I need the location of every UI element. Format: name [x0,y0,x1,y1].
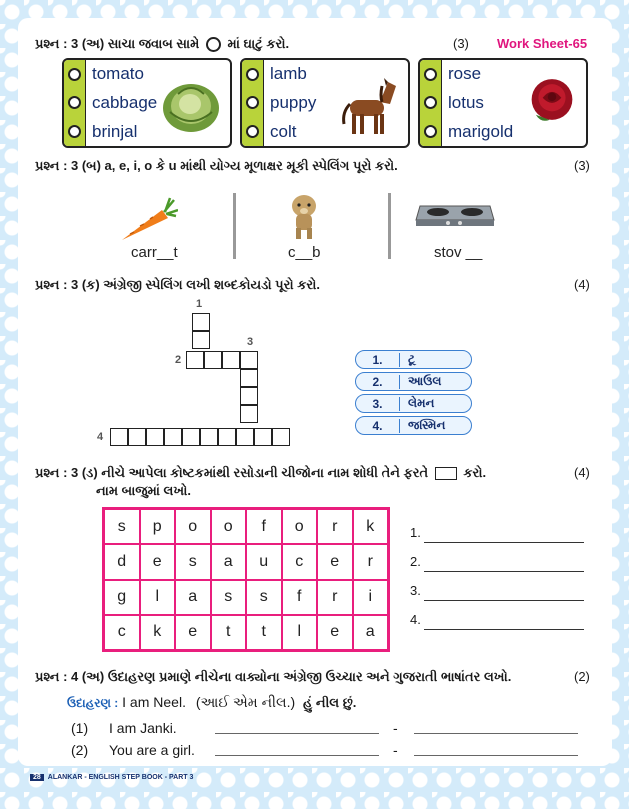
grid-letter[interactable]: s [246,580,282,615]
answer-number: 3. [410,583,421,598]
example-english: I am Neel. [122,694,186,710]
q3b-marks: (3) [574,158,590,173]
q3a-group-2 [240,58,410,148]
crossword-number: 3 [247,336,254,348]
example-pronunciation: (આઈ એમ નીલ.) [195,694,296,710]
grid-letter[interactable]: l [140,580,176,615]
grid-letter[interactable]: a [211,544,247,579]
radio-lamb[interactable] [246,68,259,81]
divider [388,193,391,259]
q3d-prompt [35,465,486,481]
q3a-prefix: પ્રશ્ન : 3 (અ) સાચા જવાબ સામે [35,36,200,51]
option-brinjal: brinjal [92,121,138,141]
crossword-cell[interactable] [240,351,258,369]
radio-colt[interactable] [246,125,259,138]
clue-2 [355,372,472,391]
q4a-dash: - [393,742,398,758]
clue-text: લેમન [408,396,435,410]
radio-cabbage[interactable] [68,96,81,109]
grid-letter[interactable]: f [282,580,318,615]
option-puppy: puppy [270,92,317,112]
grid-letter[interactable]: k [353,509,389,544]
option-cabbage: cabbage [92,92,158,112]
answer-number: 1. [410,525,421,540]
option-lotus: lotus [448,92,484,112]
lion-cub-icon [284,192,324,240]
q3b-prompt: પ્રશ્ન : 3 (બ) a, e, i, o કે u માંથી યોગ્ય મૂળાક્ષર મૂકી સ્પેલિંગ પૂરો કરો. [35,158,398,173]
answer-line[interactable] [424,571,584,572]
crossword-cell[interactable] [146,428,164,446]
answer-line[interactable] [424,542,584,543]
crossword-cell[interactable] [218,428,236,446]
option-marigold: marigold [448,121,514,141]
grid-letter[interactable]: s [175,544,211,579]
clue-number: 4. [356,419,400,433]
grid-letter[interactable]: d [104,544,140,579]
grid-letter[interactable]: p [140,509,176,544]
q4a-example [67,694,356,711]
crossword-cell[interactable] [254,428,272,446]
crossword-cell[interactable] [200,428,218,446]
option-tomato: tomato [92,64,144,84]
grid-letter[interactable]: r [353,544,389,579]
grid-letter[interactable]: s [211,580,247,615]
clue-3 [355,394,472,413]
word-search-grid [102,507,390,652]
q4a-item-number: (1) [71,720,89,736]
grid-letter[interactable]: r [317,509,353,544]
grid-letter[interactable]: o [175,509,211,544]
q4a-prompt: પ્રશ્ન : 4 (અ) ઉદાહરણ પ્રમાણે નીચેના વાક્યોના અંગ્રેજી ઉચ્ચાર અને ગુજરાતી ભાષાંતર લખો. [35,669,512,684]
q4a-dash: - [393,720,398,736]
crossword-cell[interactable] [272,428,290,446]
crossword-cell[interactable] [236,428,254,446]
crossword-number: 4 [97,431,104,443]
crossword-cell[interactable] [222,351,240,369]
q3a-group-1 [62,58,232,148]
rectangle-symbol-icon [435,467,457,480]
clue-number: 3. [356,397,400,411]
answer-line[interactable] [414,755,578,756]
radio-strip [64,60,86,146]
crossword-cell[interactable] [164,428,182,446]
example-label: ઉદાહરણ : [67,696,119,710]
crossword-cell[interactable] [186,351,204,369]
radio-rose[interactable] [424,68,437,81]
grid-letter[interactable]: c [104,615,140,650]
grid-letter[interactable]: l [282,615,318,650]
grid-letter[interactable]: s [104,509,140,544]
q3a-suffix: માં ઘાટું કરો. [227,36,290,51]
grid-letter[interactable]: i [353,580,389,615]
q3a-marks: (3) [453,36,469,51]
crossword-cell[interactable] [240,405,258,423]
crossword-cell[interactable] [240,387,258,405]
divider [233,193,236,259]
grid-letter[interactable]: o [211,509,247,544]
crossword-cell[interactable] [128,428,146,446]
grid-letter[interactable]: e [317,544,353,579]
radio-tomato[interactable] [68,68,81,81]
word-stove: stov __ [434,244,483,261]
grid-letter[interactable]: r [317,580,353,615]
grid-letter[interactable]: g [104,580,140,615]
grid-letter[interactable]: c [282,544,318,579]
grid-letter[interactable]: f [246,509,282,544]
q4a-item-text: You are a girl. [109,742,195,758]
crossword-number: 2 [175,354,182,366]
radio-strip [242,60,264,146]
radio-brinjal[interactable] [68,125,81,138]
radio-strip [420,60,442,146]
answer-line[interactable] [424,629,584,630]
clue-number: 2. [356,375,400,389]
crossword-cell[interactable] [192,313,210,331]
q3d-text-b: કરો. [463,465,487,480]
page-footer [30,771,193,783]
option-lamb: lamb [270,64,307,84]
radio-puppy[interactable] [246,96,259,109]
crossword-cell[interactable] [240,369,258,387]
grid-letter[interactable]: k [140,615,176,650]
q3d-prompt-line2: નામ બાજુમાં લખો. [96,483,191,498]
clue-1 [355,350,472,369]
word-cub: c__b [288,244,321,261]
horse-icon [336,72,402,138]
carrot-icon [118,196,178,244]
clue-text: જસ્મિન [408,418,446,432]
answer-line[interactable] [424,600,584,601]
book-title: ALANKAR - ENGLISH STEP BOOK - PART 3 [47,773,194,781]
stove-icon [414,196,496,230]
q3c-prompt: પ્રશ્ન : 3 (ક) અંગ્રેજી સ્પેલિંગ લખી શબ્દકોયડો પૂરો કરો. [35,277,320,292]
q4a-marks: (2) [574,669,590,684]
grid-letter[interactable]: o [282,509,318,544]
radio-marigold[interactable] [424,125,437,138]
answer-number: 4. [410,612,421,627]
answer-number: 2. [410,554,421,569]
grid-letter[interactable]: u [246,544,282,579]
q3a-group-3 [418,58,588,148]
word-carrot: carr__t [131,244,178,261]
q3c-marks: (4) [574,277,590,292]
grid-letter[interactable]: e [175,615,211,650]
page-number: 28 [30,774,44,781]
q3a-prompt [35,36,289,52]
option-colt: colt [270,121,297,141]
clue-text: આઉલ [408,374,442,388]
crossword-cell[interactable] [110,428,128,446]
clue-4 [355,416,472,435]
option-rose: rose [448,64,482,84]
grid-letter[interactable]: e [140,544,176,579]
q4a-item-text: I am Janki. [109,720,177,736]
q3d-marks: (4) [574,465,590,480]
grid-letter[interactable]: a [175,580,211,615]
circle-symbol-icon [206,37,221,52]
crossword-number: 1 [196,298,203,310]
answer-line[interactable] [414,733,578,734]
cabbage-icon [158,72,224,138]
radio-lotus[interactable] [424,96,437,109]
grid-letter[interactable]: t [211,615,247,650]
q4a-item-number: (2) [71,742,89,758]
example-gujarati: હું નીલ છું. [303,695,357,710]
worksheet-title: Work Sheet-65 [497,36,588,51]
answer-line[interactable] [215,733,379,734]
crossword-cell[interactable] [182,428,200,446]
answer-line[interactable] [215,755,379,756]
clue-text: ટૂ [408,352,415,366]
q3d-text-a: પ્રશ્ન : 3 (ડ) નીચે આપેલા કોષ્ટકમાંથી રસોડાની ચીજોના નામ શોધી તેને ફરતે [35,465,429,480]
grid-letter[interactable]: e [317,615,353,650]
clue-number: 1. [356,353,400,367]
crossword-cell[interactable] [192,331,210,349]
crossword-cell[interactable] [204,351,222,369]
rose-icon [524,74,580,130]
grid-letter[interactable]: a [353,615,389,650]
grid-letter[interactable]: t [246,615,282,650]
